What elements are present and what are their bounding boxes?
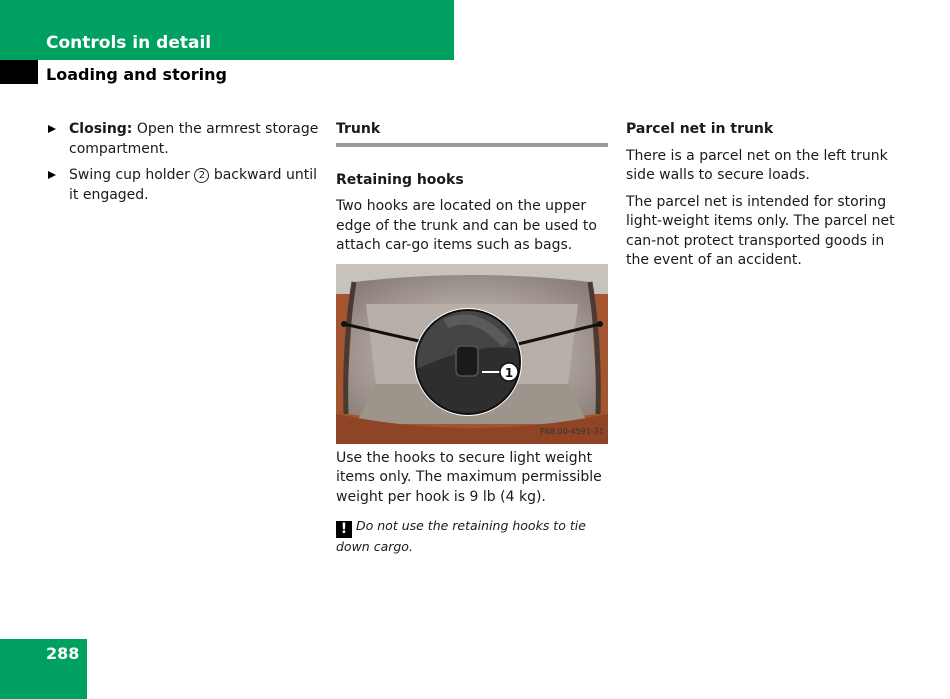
heading-rule bbox=[336, 143, 608, 147]
parcel-net-para2: The parcel net is intended for storing light-weight items only. The parcel net can-not protect transported goods in the event of an accident. bbox=[626, 193, 895, 268]
section-title: Loading and storing bbox=[46, 65, 227, 84]
page-number: 288 bbox=[46, 644, 80, 663]
trunk-photo bbox=[336, 264, 608, 444]
section-marker bbox=[0, 60, 38, 84]
bullet-text-after: backward until it engaged. bbox=[69, 167, 318, 203]
warning-text: Do not use the retaining hooks to tie down cargo. bbox=[336, 518, 586, 554]
retaining-hooks-intro: Two hooks are located on the upper edge of the trunk and can be used to attach car-go items such as bags. bbox=[336, 198, 597, 253]
warning-icon: ! bbox=[336, 521, 352, 538]
chapter-title: Controls in detail bbox=[46, 33, 212, 53]
bullet-bold-label: Closing: bbox=[69, 121, 133, 137]
bullet-cup-holder bbox=[46, 166, 321, 205]
column-middle bbox=[336, 120, 608, 555]
bullet-text: Open the armrest storage compartment. bbox=[69, 121, 319, 157]
bullet-arrow-icon bbox=[48, 125, 56, 133]
retaining-hooks-heading: Retaining hooks bbox=[336, 171, 464, 188]
image-code: P68.00-4591-31 bbox=[539, 427, 604, 436]
bullet-text-before: Swing cup holder bbox=[69, 167, 195, 183]
column-left bbox=[46, 120, 321, 212]
bullet-arrow-icon bbox=[48, 171, 56, 179]
image-caption: Use the hooks to secure light weight items only. The maximum permissible weight per hook is 9 lb (4 kg). bbox=[336, 449, 602, 505]
warning-note bbox=[336, 517, 608, 555]
column-right bbox=[626, 120, 906, 278]
trunk-illustration bbox=[336, 264, 608, 444]
bullet-closing bbox=[46, 120, 321, 159]
parcel-net-heading: Parcel net in trunk bbox=[626, 121, 774, 137]
trunk-heading: Trunk bbox=[336, 121, 381, 137]
circled-number-icon: 2 bbox=[194, 168, 209, 183]
photo-callout-number: 1 bbox=[504, 365, 514, 380]
parcel-net-para1: There is a parcel net on the left trunk side walls to secure loads. bbox=[626, 147, 888, 183]
